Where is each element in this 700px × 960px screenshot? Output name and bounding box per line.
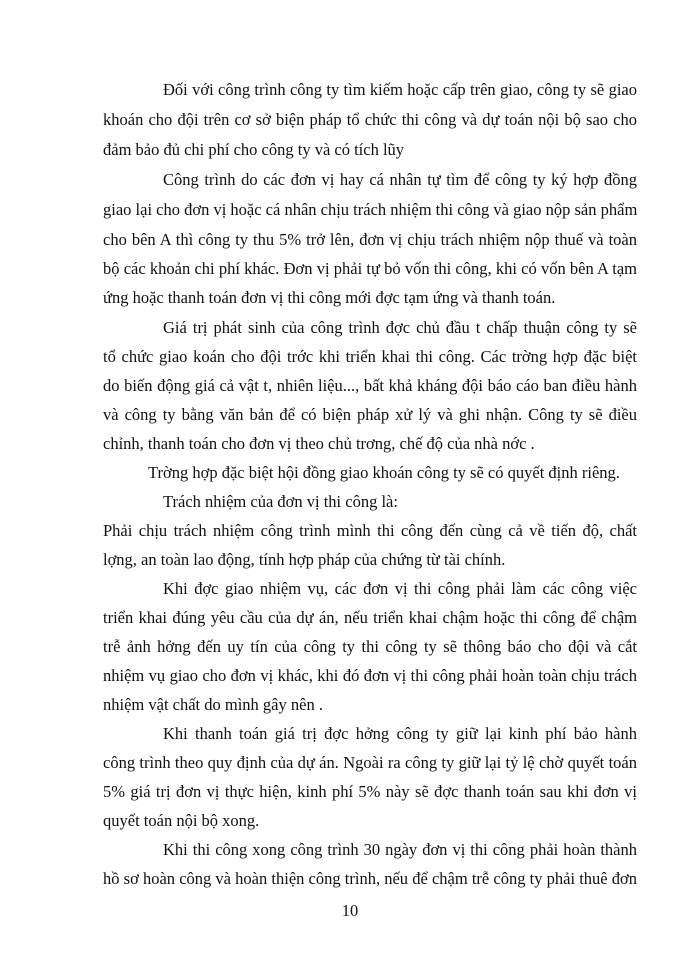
text-line: và công ty bằng văn bản để có biện pháp xử lý và ghi nhận. Công ty sẽ điều [103,405,637,424]
text-line: ứng hoặc thanh toán đơn vị thi công mới đợc tạm ứng và thanh toán. [103,288,556,307]
text-line: Khi thi công xong công trình 30 ngày đơn vị thi công phải hoàn thành [163,840,637,859]
text-line: Khi đợc giao nhiệm vụ, các đơn vị thi công phải làm các công việc [163,579,637,598]
text-line: nhiệm vụ giao cho đơn vị khác, khi đó đơn vị thi công phải hoàn toàn chịu trách [103,666,637,685]
text-line: tổ chức giao koán cho đội trớc khi triển khai thi công. Các trờng hợp đặc biệt [103,347,637,366]
text-line: nhiệm vật chất do mình gây nên . [103,695,323,714]
text-line: trễ ảnh hởng đến uy tín của công ty thi công ty sẽ thông báo cho đội và cắt [103,637,637,656]
text-line: Khi thanh toán giá trị đợc hởng công ty giữ lại kinh phí bảo hành [163,724,637,743]
text-line: chỉnh, thanh toán cho đơn vị theo chủ trơng, chế độ của nhà nớc . [103,434,535,453]
page-number: 10 [341,901,359,920]
text-line: công trình theo quy định của dự án. Ngoài ra công ty giữ lại tỷ lệ chờ quyết toán [103,753,637,772]
text-line: hồ sơ hoàn công và hoàn thiện công trình, nếu để chậm trễ công ty phải thuê đơn [103,869,637,888]
text-line: đảm bảo đủ chi phí cho công ty và có tích lũy [103,140,405,159]
text-line: Đối với công trình công ty tìm kiếm hoặc cấp trên giao, công ty sẽ giao [163,80,637,99]
text-line: Công trình do các đơn vị hay cá nhân tự tìm để công ty ký hợp đồng [163,170,637,189]
text-line: quyết toán nội bộ xong. [103,811,260,830]
text-line: Trờng hợp đặc biệt hội đồng giao khoán công ty sẽ có quyết định riêng. [148,463,620,482]
text-line: Phải chịu trách nhiệm công trình mình thi công đến cùng cả về tiến độ, chất [103,521,637,540]
text-line: Trách nhiệm của đơn vị thi công là: [163,492,398,511]
text-line: bộ các khoản chi phí khác. Đơn vị phải tự bỏ vốn thi công, khi có vốn bên A tạm [103,259,637,278]
text-line: 5% giá trị đơn vị thực hiện, kinh phí 5% này sẽ đợc thanh toán sau khi đơn vị [103,782,637,801]
text-line: giao lại cho đơn vị hoặc cá nhân chịu trách nhiệm thi công và giao nộp sản phẩm [103,200,638,219]
text-line: lợng, an toàn lao động, tính hợp pháp của chứng từ tài chính. [103,550,506,569]
text-line: do biến động giá cả vật t, nhiên liệu..., bất khả kháng đội báo cáo ban điều hành [103,376,637,395]
text-line: Giá trị phát sinh của công trình đợc chủ đầu t chấp thuận công ty sẽ [163,318,637,337]
text-line: khoán cho đội trên cơ sở biện pháp tổ chức thi công và dự toán nội bộ sao cho [103,110,637,129]
text-line: cho bên A thì công ty thu 5% trở lên, đơn vị chịu trách nhiệm nộp thuế và toàn [103,230,637,249]
text-line: triển khai đúng yêu cầu của dự án, nếu triển khai chậm hoặc thi công để chậm [103,608,637,627]
